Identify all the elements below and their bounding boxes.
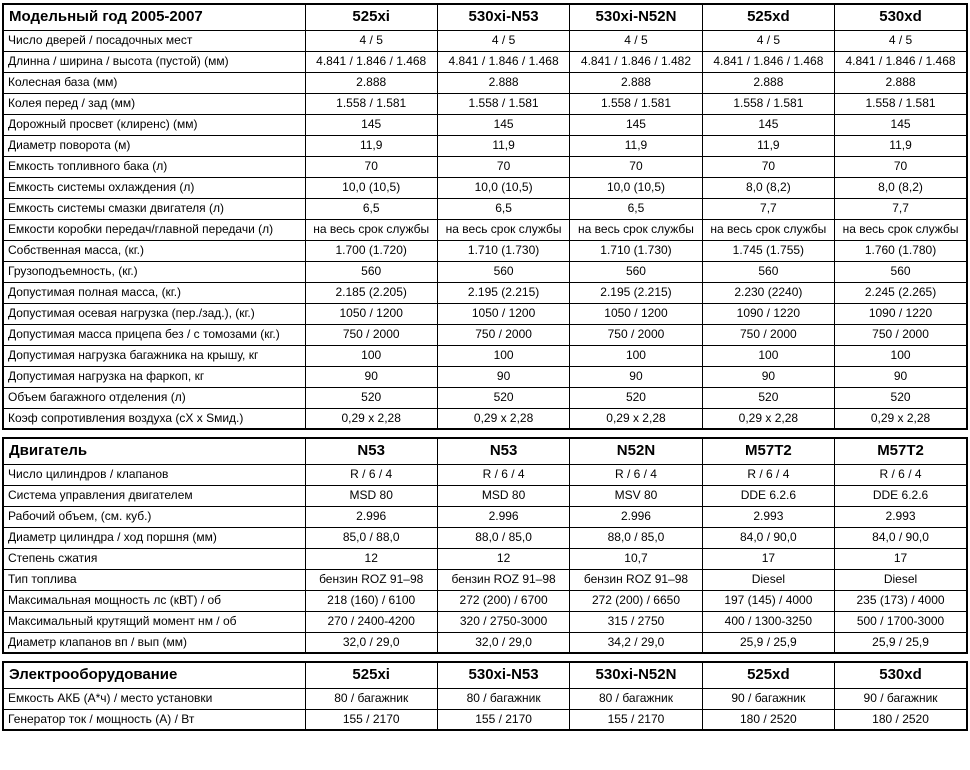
- table-row: [3, 261, 967, 282]
- header-row: [3, 438, 967, 464]
- table-row: [3, 709, 967, 730]
- cell-value: 2.888: [570, 72, 702, 93]
- cell-value: Diesel: [835, 569, 967, 590]
- cell-value: 520: [570, 387, 702, 408]
- column-header: 530xi-N53: [437, 4, 569, 30]
- cell-value: 560: [305, 261, 437, 282]
- cell-value: 4 / 5: [437, 30, 569, 51]
- cell-value: бензин ROZ 91–98: [570, 569, 702, 590]
- table-row: [3, 177, 967, 198]
- cell-value: 100: [305, 345, 437, 366]
- table-row: [3, 30, 967, 51]
- cell-value: 4 / 5: [570, 30, 702, 51]
- cell-value: 2.230 (2240): [702, 282, 834, 303]
- cell-value: 84,0 / 90,0: [835, 527, 967, 548]
- cell-value: 11,9: [835, 135, 967, 156]
- cell-value: 520: [437, 387, 569, 408]
- cell-value: 10,0 (10,5): [305, 177, 437, 198]
- cell-value: 180 / 2520: [702, 709, 834, 730]
- table-row: [3, 345, 967, 366]
- cell-value: 12: [305, 548, 437, 569]
- cell-value: 272 (200) / 6650: [570, 590, 702, 611]
- cell-value: 2.888: [437, 72, 569, 93]
- cell-value: R / 6 / 4: [702, 464, 834, 485]
- header-row: [3, 4, 967, 30]
- cell-value: 2.888: [702, 72, 834, 93]
- row-label: Тип топлива: [3, 569, 305, 590]
- table-row: [3, 527, 967, 548]
- cell-value: 4.841 / 1.846 / 1.468: [437, 51, 569, 72]
- table-row: [3, 219, 967, 240]
- cell-value: на весь срок службы: [835, 219, 967, 240]
- row-label: Степень сжатия: [3, 548, 305, 569]
- column-header: N52N: [570, 438, 702, 464]
- cell-value: 315 / 2750: [570, 611, 702, 632]
- cell-value: 2.888: [305, 72, 437, 93]
- cell-value: 0,29 х 2,28: [305, 408, 437, 429]
- table-title: Электрооборудование: [3, 662, 305, 688]
- cell-value: 90: [437, 366, 569, 387]
- cell-value: 90: [702, 366, 834, 387]
- cell-value: 0,29 х 2,28: [437, 408, 569, 429]
- cell-value: 520: [305, 387, 437, 408]
- cell-value: 145: [702, 114, 834, 135]
- cell-value: 0,29 х 2,28: [702, 408, 834, 429]
- cell-value: 17: [835, 548, 967, 569]
- cell-value: 4.841 / 1.846 / 1.468: [835, 51, 967, 72]
- table-row: [3, 590, 967, 611]
- row-label: Генератор ток / мощность (А) / Вт: [3, 709, 305, 730]
- row-label: Допустимая нагрузка на фаркоп, кг: [3, 366, 305, 387]
- cell-value: 155 / 2170: [570, 709, 702, 730]
- cell-value: 70: [570, 156, 702, 177]
- column-header: 530xi-N52N: [570, 4, 702, 30]
- cell-value: 4.841 / 1.846 / 1.468: [305, 51, 437, 72]
- cell-value: 400 / 1300-3250: [702, 611, 834, 632]
- cell-value: 90: [835, 366, 967, 387]
- row-label: Емкости коробки передач/главной передачи (л): [3, 219, 305, 240]
- cell-value: 32,0 / 29,0: [437, 632, 569, 653]
- row-label: Допустимая масса прицепа без / с томозами (кг.): [3, 324, 305, 345]
- row-label: Система управления двигателем: [3, 485, 305, 506]
- cell-value: 560: [570, 261, 702, 282]
- row-label: Максимальный крутящий момент нм / об: [3, 611, 305, 632]
- column-header: 530xd: [835, 4, 967, 30]
- cell-value: 80 / багажник: [305, 688, 437, 709]
- cell-value: 2.195 (2.215): [437, 282, 569, 303]
- cell-value: 4.841 / 1.846 / 1.468: [702, 51, 834, 72]
- row-label: Допустимая осевая нагрузка (пер./зад.), (кг.): [3, 303, 305, 324]
- table-row: [3, 114, 967, 135]
- cell-value: 1.558 / 1.581: [305, 93, 437, 114]
- cell-value: 155 / 2170: [305, 709, 437, 730]
- cell-value: 90: [305, 366, 437, 387]
- table-title: Двигатель: [3, 438, 305, 464]
- cell-value: 2.993: [702, 506, 834, 527]
- cell-value: 750 / 2000: [835, 324, 967, 345]
- table-row: [3, 688, 967, 709]
- column-header: 530xi-N53: [437, 662, 569, 688]
- table-row: [3, 506, 967, 527]
- cell-value: 2.996: [305, 506, 437, 527]
- cell-value: 1.558 / 1.581: [570, 93, 702, 114]
- row-label: Грузоподъемность, (кг.): [3, 261, 305, 282]
- row-label: Колесная база (мм): [3, 72, 305, 93]
- table-row: [3, 282, 967, 303]
- cell-value: 7,7: [835, 198, 967, 219]
- cell-value: 4.841 / 1.846 / 1.482: [570, 51, 702, 72]
- cell-value: 560: [437, 261, 569, 282]
- cell-value: 0,29 х 2,28: [835, 408, 967, 429]
- row-label: Диаметр клапанов вп / вып (мм): [3, 632, 305, 653]
- row-label: Число дверей / посадочных мест: [3, 30, 305, 51]
- cell-value: на весь срок службы: [702, 219, 834, 240]
- cell-value: 17: [702, 548, 834, 569]
- cell-value: на весь срок службы: [305, 219, 437, 240]
- table-row: [3, 303, 967, 324]
- cell-value: 11,9: [570, 135, 702, 156]
- cell-value: 1050 / 1200: [437, 303, 569, 324]
- cell-value: 750 / 2000: [702, 324, 834, 345]
- cell-value: 8,0 (8,2): [702, 177, 834, 198]
- cell-value: Diesel: [702, 569, 834, 590]
- cell-value: 145: [305, 114, 437, 135]
- cell-value: 90 / багажник: [835, 688, 967, 709]
- column-header: N53: [305, 438, 437, 464]
- cell-value: 1.710 (1.730): [437, 240, 569, 261]
- cell-value: 1090 / 1220: [702, 303, 834, 324]
- cell-value: 4 / 5: [305, 30, 437, 51]
- row-label: Емкость топливного бака (л): [3, 156, 305, 177]
- cell-value: 1.745 (1.755): [702, 240, 834, 261]
- table-row: [3, 135, 967, 156]
- cell-value: 270 / 2400-4200: [305, 611, 437, 632]
- cell-value: 4 / 5: [702, 30, 834, 51]
- column-header: 525xd: [702, 4, 834, 30]
- table-title: Модельный год 2005-2007: [3, 4, 305, 30]
- cell-value: 750 / 2000: [437, 324, 569, 345]
- table-row: [3, 93, 967, 114]
- column-header: 525xd: [702, 662, 834, 688]
- cell-value: 1090 / 1220: [835, 303, 967, 324]
- table-row: [3, 569, 967, 590]
- table-row: [3, 611, 967, 632]
- cell-value: 2.185 (2.205): [305, 282, 437, 303]
- table-model-year: [2, 3, 968, 430]
- cell-value: 2.996: [570, 506, 702, 527]
- row-label: Допустимая полная масса, (кг.): [3, 282, 305, 303]
- cell-value: R / 6 / 4: [835, 464, 967, 485]
- cell-value: 2.888: [835, 72, 967, 93]
- cell-value: 100: [702, 345, 834, 366]
- table-row: [3, 548, 967, 569]
- cell-value: 88,0 / 85,0: [437, 527, 569, 548]
- table-row: [3, 324, 967, 345]
- cell-value: 272 (200) / 6700: [437, 590, 569, 611]
- cell-value: MSD 80: [437, 485, 569, 506]
- cell-value: 1.558 / 1.581: [702, 93, 834, 114]
- cell-value: 145: [835, 114, 967, 135]
- column-header: 525xi: [305, 662, 437, 688]
- table-row: [3, 408, 967, 429]
- column-header: 530xi-N52N: [570, 662, 702, 688]
- cell-value: 155 / 2170: [437, 709, 569, 730]
- table-electrical: [2, 661, 968, 731]
- row-label: Дорожный просвет (клиренс) (мм): [3, 114, 305, 135]
- cell-value: 6,5: [437, 198, 569, 219]
- row-label: Колея перед / зад (мм): [3, 93, 305, 114]
- cell-value: 90: [570, 366, 702, 387]
- cell-value: 80 / багажник: [570, 688, 702, 709]
- cell-value: 1.700 (1.720): [305, 240, 437, 261]
- table-row: [3, 240, 967, 261]
- cell-value: 70: [437, 156, 569, 177]
- cell-value: на весь срок службы: [570, 219, 702, 240]
- cell-value: 1.558 / 1.581: [835, 93, 967, 114]
- column-header: M57T2: [835, 438, 967, 464]
- cell-value: 70: [702, 156, 834, 177]
- cell-value: 4 / 5: [835, 30, 967, 51]
- row-label: Объем багажного отделения (л): [3, 387, 305, 408]
- table-row: [3, 632, 967, 653]
- cell-value: 197 (145) / 4000: [702, 590, 834, 611]
- cell-value: 0,29 х 2,28: [570, 408, 702, 429]
- cell-value: 34,2 / 29,0: [570, 632, 702, 653]
- row-label: Емкость АКБ (А*ч) / место установки: [3, 688, 305, 709]
- cell-value: 25,9 / 25,9: [702, 632, 834, 653]
- cell-value: 70: [835, 156, 967, 177]
- cell-value: 12: [437, 548, 569, 569]
- cell-value: R / 6 / 4: [570, 464, 702, 485]
- cell-value: R / 6 / 4: [305, 464, 437, 485]
- cell-value: 145: [570, 114, 702, 135]
- cell-value: 85,0 / 88,0: [305, 527, 437, 548]
- cell-value: бензин ROZ 91–98: [305, 569, 437, 590]
- column-header: 525xi: [305, 4, 437, 30]
- cell-value: DDE 6.2.6: [835, 485, 967, 506]
- cell-value: 6,5: [305, 198, 437, 219]
- cell-value: 32,0 / 29,0: [305, 632, 437, 653]
- column-header: M57T2: [702, 438, 834, 464]
- cell-value: 1050 / 1200: [305, 303, 437, 324]
- cell-value: 1.760 (1.780): [835, 240, 967, 261]
- row-label: Допустимая нагрузка багажника на крышу, кг: [3, 345, 305, 366]
- row-label: Рабочий объем, (см. куб.): [3, 506, 305, 527]
- table-row: [3, 464, 967, 485]
- cell-value: 218 (160) / 6100: [305, 590, 437, 611]
- cell-value: 520: [835, 387, 967, 408]
- cell-value: 88,0 / 85,0: [570, 527, 702, 548]
- cell-value: 90 / багажник: [702, 688, 834, 709]
- table-row: [3, 51, 967, 72]
- cell-value: на весь срок службы: [437, 219, 569, 240]
- column-header: 530xd: [835, 662, 967, 688]
- cell-value: 10,0 (10,5): [437, 177, 569, 198]
- cell-value: 2.993: [835, 506, 967, 527]
- cell-value: 70: [305, 156, 437, 177]
- cell-value: 11,9: [702, 135, 834, 156]
- cell-value: 750 / 2000: [570, 324, 702, 345]
- row-label: Емкость системы охлаждения (л): [3, 177, 305, 198]
- row-label: Коэф сопротивления воздуха (сХ х Sмид.): [3, 408, 305, 429]
- cell-value: MSV 80: [570, 485, 702, 506]
- cell-value: 1.558 / 1.581: [437, 93, 569, 114]
- table-engine: [2, 437, 968, 654]
- row-label: Диаметр поворота (м): [3, 135, 305, 156]
- cell-value: 2.245 (2.265): [835, 282, 967, 303]
- cell-value: 8,0 (8,2): [835, 177, 967, 198]
- table-row: [3, 198, 967, 219]
- cell-value: 7,7: [702, 198, 834, 219]
- cell-value: 84,0 / 90,0: [702, 527, 834, 548]
- cell-value: 100: [437, 345, 569, 366]
- cell-value: 1.710 (1.730): [570, 240, 702, 261]
- cell-value: 560: [702, 261, 834, 282]
- table-row: [3, 72, 967, 93]
- cell-value: 2.195 (2.215): [570, 282, 702, 303]
- header-row: [3, 662, 967, 688]
- cell-value: 235 (173) / 4000: [835, 590, 967, 611]
- table-row: [3, 485, 967, 506]
- cell-value: 520: [702, 387, 834, 408]
- cell-value: MSD 80: [305, 485, 437, 506]
- cell-value: 145: [437, 114, 569, 135]
- cell-value: 10,0 (10,5): [570, 177, 702, 198]
- cell-value: 11,9: [305, 135, 437, 156]
- row-label: Собственная масса, (кг.): [3, 240, 305, 261]
- column-header: N53: [437, 438, 569, 464]
- row-label: Число цилиндров / клапанов: [3, 464, 305, 485]
- cell-value: 11,9: [437, 135, 569, 156]
- cell-value: DDE 6.2.6: [702, 485, 834, 506]
- row-label: Максимальная мощность лс (кВТ) / об: [3, 590, 305, 611]
- cell-value: R / 6 / 4: [437, 464, 569, 485]
- cell-value: 100: [835, 345, 967, 366]
- cell-value: 2.996: [437, 506, 569, 527]
- cell-value: бензин ROZ 91–98: [437, 569, 569, 590]
- cell-value: 320 / 2750-3000: [437, 611, 569, 632]
- cell-value: 6,5: [570, 198, 702, 219]
- cell-value: 100: [570, 345, 702, 366]
- table-row: [3, 156, 967, 177]
- cell-value: 1050 / 1200: [570, 303, 702, 324]
- cell-value: 750 / 2000: [305, 324, 437, 345]
- cell-value: 80 / багажник: [437, 688, 569, 709]
- cell-value: 500 / 1700-3000: [835, 611, 967, 632]
- cell-value: 560: [835, 261, 967, 282]
- row-label: Длинна / ширина / высота (пустой) (мм): [3, 51, 305, 72]
- cell-value: 25,9 / 25,9: [835, 632, 967, 653]
- cell-value: 180 / 2520: [835, 709, 967, 730]
- row-label: Емкость системы смазки двигателя (л): [3, 198, 305, 219]
- table-row: [3, 366, 967, 387]
- row-label: Диаметр цилиндра / ход поршня (мм): [3, 527, 305, 548]
- cell-value: 10,7: [570, 548, 702, 569]
- table-row: [3, 387, 967, 408]
